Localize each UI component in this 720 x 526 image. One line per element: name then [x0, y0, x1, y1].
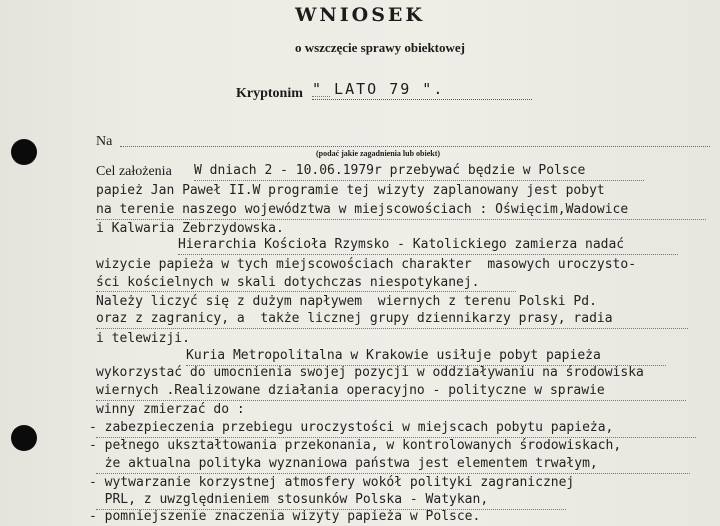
body-line: - zabezpieczenia przebiegu uroczystości w miejscach pobytu papieża,	[89, 420, 614, 435]
dotted-underline	[96, 328, 688, 329]
body-line: oraz z zagranicy, a także licznej grupy dziennikarzy prasy, radia	[96, 311, 613, 326]
body-line: papież Jan Paweł II.W programie tej wizyty zaplanowany jest pobyt	[96, 183, 605, 198]
body-line: Należy liczyć się z dużym napływem wiernych z terenu Polski Pd.	[96, 294, 597, 309]
kryptonim-value: " LATO 79 ".	[312, 80, 532, 100]
body-line: - pomniejszenie znaczenia wizyty papieża w Polsce.	[89, 509, 481, 524]
body-line: wiernych .Realizowane działania operacyjno - polityczne w sprawie	[96, 383, 605, 398]
body-line: Hierarchia Kościoła Rzymsko - Katolickiego zamierza nadać	[178, 237, 625, 252]
dotted-underline	[178, 254, 678, 255]
body-line: W dniach 2 - 10.06.1979r przebywać będzie w Polsce	[194, 163, 586, 178]
cel-label: Cel założenia	[96, 164, 172, 179]
punch-hole	[11, 139, 37, 165]
document-title: WNIOSEK	[295, 4, 425, 26]
body-line: - wytwarzanie korzystnej atmosfery wokół polityki zagranicznej	[89, 475, 575, 490]
body-line: winny zmierzać do :	[96, 402, 245, 417]
dotted-underline	[96, 219, 706, 220]
body-line: ści kościelnych w skali dotychczas niespotykanej.	[96, 275, 480, 290]
body-line: i telewizji.	[96, 331, 190, 346]
body-line: PRL, z uwzględnieniem stosunków Polska - Watykan,	[89, 492, 489, 507]
na-dotted-line	[120, 146, 710, 147]
body-line: wizycie papieża w tych miejscowościach charakter masowych uroczysto-	[96, 257, 637, 272]
na-label: Na	[96, 134, 113, 149]
dotted-underline	[96, 291, 516, 292]
dotted-underline	[96, 400, 686, 401]
dotted-underline	[96, 473, 690, 474]
body-line: wykorzystać do umocnienia swojej pozycji w oddziaływaniu na środowiska	[96, 365, 644, 380]
na-hint: (podać jakie zagadnienia lub obiekt)	[316, 149, 441, 158]
body-line: że aktualna polityka wyznaniowa państwa jest elementem trwałym,	[89, 456, 598, 471]
body-line: i Kalwaria Zebrzydowska.	[96, 221, 284, 236]
body-line: Kuria Metropolitalna w Krakowie usiłuje pobyt papieża	[186, 348, 601, 363]
body-line: na terenie naszego województwa w miejscowościach : Oświęcim,Wadowice	[96, 202, 629, 217]
document-subtitle: o wszczęcie sprawy obiektowej	[294, 40, 466, 55]
dotted-underline	[194, 180, 644, 181]
kryptonim-label: Kryptonim	[236, 86, 303, 101]
body-line: - pełnego ukształtowania przekonania, w kontrolowanych środowiskach,	[89, 438, 622, 453]
punch-hole	[11, 425, 37, 451]
